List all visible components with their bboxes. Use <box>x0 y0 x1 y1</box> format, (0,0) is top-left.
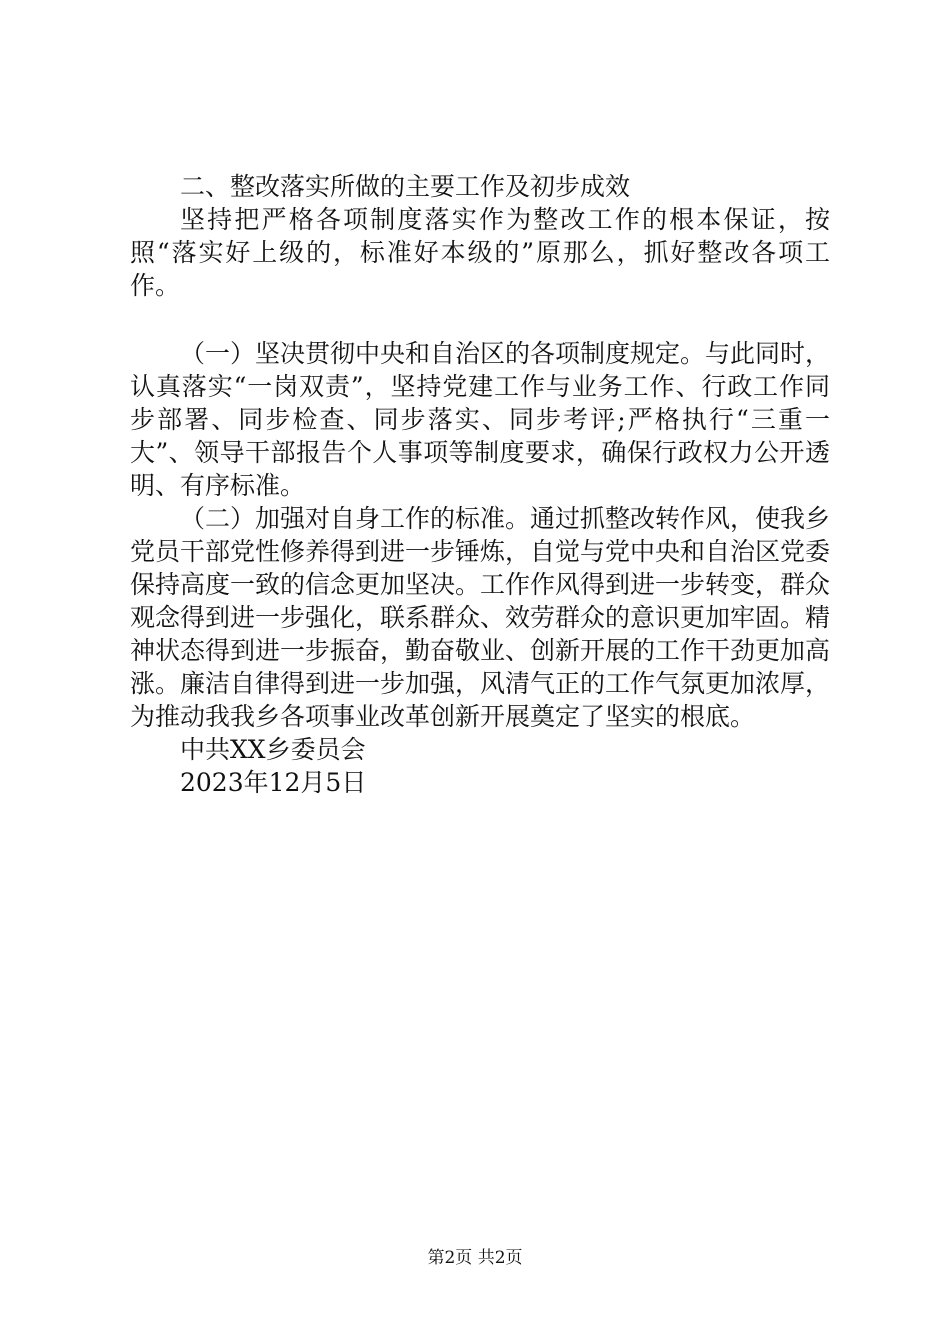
paragraph-one: （一）坚决贯彻中央和自治区的各项制度规定。与此同时，认真落实“一岗双责”，坚持党建工作与业务工作、行政工作同步部署、同步检查、同步落实、同步考评;严格执行“三重一大”、领导干部报告个人事项等制度要求，确保行政权力公开透明、有序标准。 <box>130 339 831 500</box>
signature-line: 中共XX乡委员会 <box>180 735 366 764</box>
paragraph-gap <box>130 302 830 337</box>
intro-paragraph: 坚持把严格各项制度落实作为整改工作的根本保证，按照“落实好上级的，标准好本级的”原那么，抓好整改各项工作。 <box>130 205 830 300</box>
document-body <box>130 170 830 799</box>
section-heading: 二、整改落实所做的主要工作及初步成效 <box>180 172 631 201</box>
page-footer: 第2页 共2页 <box>427 1248 523 1268</box>
date-line: 2023年12月5日 <box>180 768 367 797</box>
paragraph-two: （二）加强对自身工作的标准。通过抓整改转作风，使我乡党员干部党性修养得到进一步锤炼，自觉与党中央和自治区党委保持高度一致的信念更加坚决。工作作风得到进一步转变，群众观念得到进一步强化，联系群众、效劳群众的意识更加牢固。精神状态得到进一步振奋，勤奋敬业、创新开展的工作干劲更加高涨。廉洁自律得到进一步加强，风清气正的工作气氛更加浓厚，为推动我我乡各项事业改革创新开展奠定了坚实的根底。 <box>130 504 831 731</box>
